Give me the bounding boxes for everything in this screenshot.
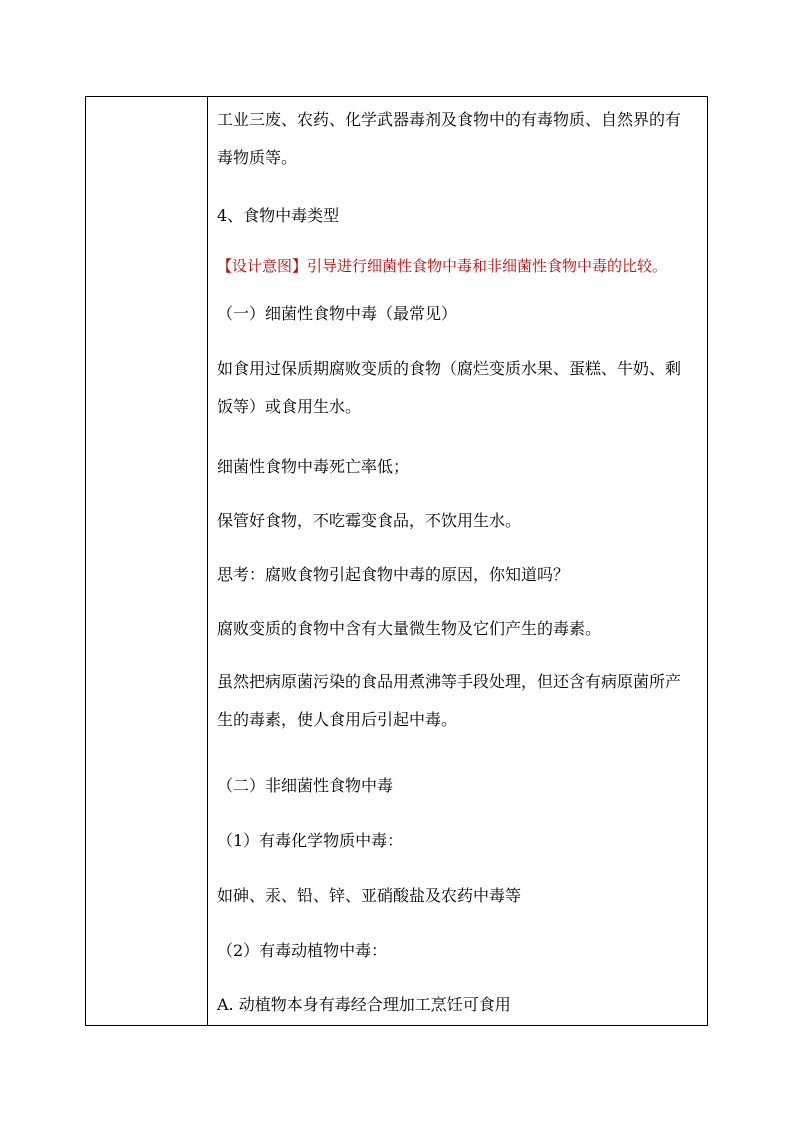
heading-bacterial-poisoning: （一）细菌性食物中毒（最常见） bbox=[217, 304, 458, 323]
table-right-cell bbox=[208, 97, 707, 1025]
heading-non-bacterial-poisoning: （二）非细菌性食物中毒 bbox=[217, 776, 394, 795]
paragraph-chemical-examples: 如砷、汞、铅、锌、亚硝酸盐及农药中毒等 bbox=[217, 886, 522, 905]
paragraph-low-mortality: 细菌性食物中毒死亡率低； bbox=[217, 457, 410, 476]
design-intent-text: 引导进行细菌性食物中毒和非细菌性食物中毒的比较。 bbox=[307, 257, 668, 275]
design-intent-label: 【设计意图】 bbox=[217, 257, 308, 275]
paragraph-boiling-toxins: 虽然把病原菌污染的食品用煮沸等手段处理，但还含有病原菌所产生的毒素，使人食用后引起中毒。 bbox=[217, 672, 682, 729]
heading-food-poisoning-types: 4、食物中毒类型 bbox=[217, 206, 340, 225]
paragraph-prevention: 保管好食物，不吃霉变食品，不饮用生水。 bbox=[217, 511, 522, 530]
heading-chemical-poisoning: （1）有毒化学物质中毒： bbox=[217, 831, 404, 850]
content-table bbox=[85, 96, 708, 1026]
table-left-cell bbox=[86, 97, 208, 1025]
heading-animal-plant-poisoning: （2）有毒动植物中毒： bbox=[217, 941, 388, 960]
design-intent-note bbox=[217, 247, 695, 285]
paragraph-think-question: 思考：腐败食物引起食物中毒的原因，你知道吗？ bbox=[217, 565, 570, 584]
paragraph-animal-plant-a: A. 动植物本身有毒经合理加工烹饪可食用 bbox=[217, 995, 511, 1014]
paragraph-toxic-sources: 工业三废、农药、化学武器毒剂及食物中的有毒物质、自然界的有毒物质等。 bbox=[217, 110, 682, 167]
paragraph-spoiled-food-examples: 如食用过保质期腐败变质的食物（腐烂变质水果、蛋糕、牛奶、剩饭等）或食用生水。 bbox=[217, 359, 682, 416]
paragraph-microbe-toxins: 腐败变质的食物中含有大量微生物及它们产生的毒素。 bbox=[217, 619, 602, 638]
